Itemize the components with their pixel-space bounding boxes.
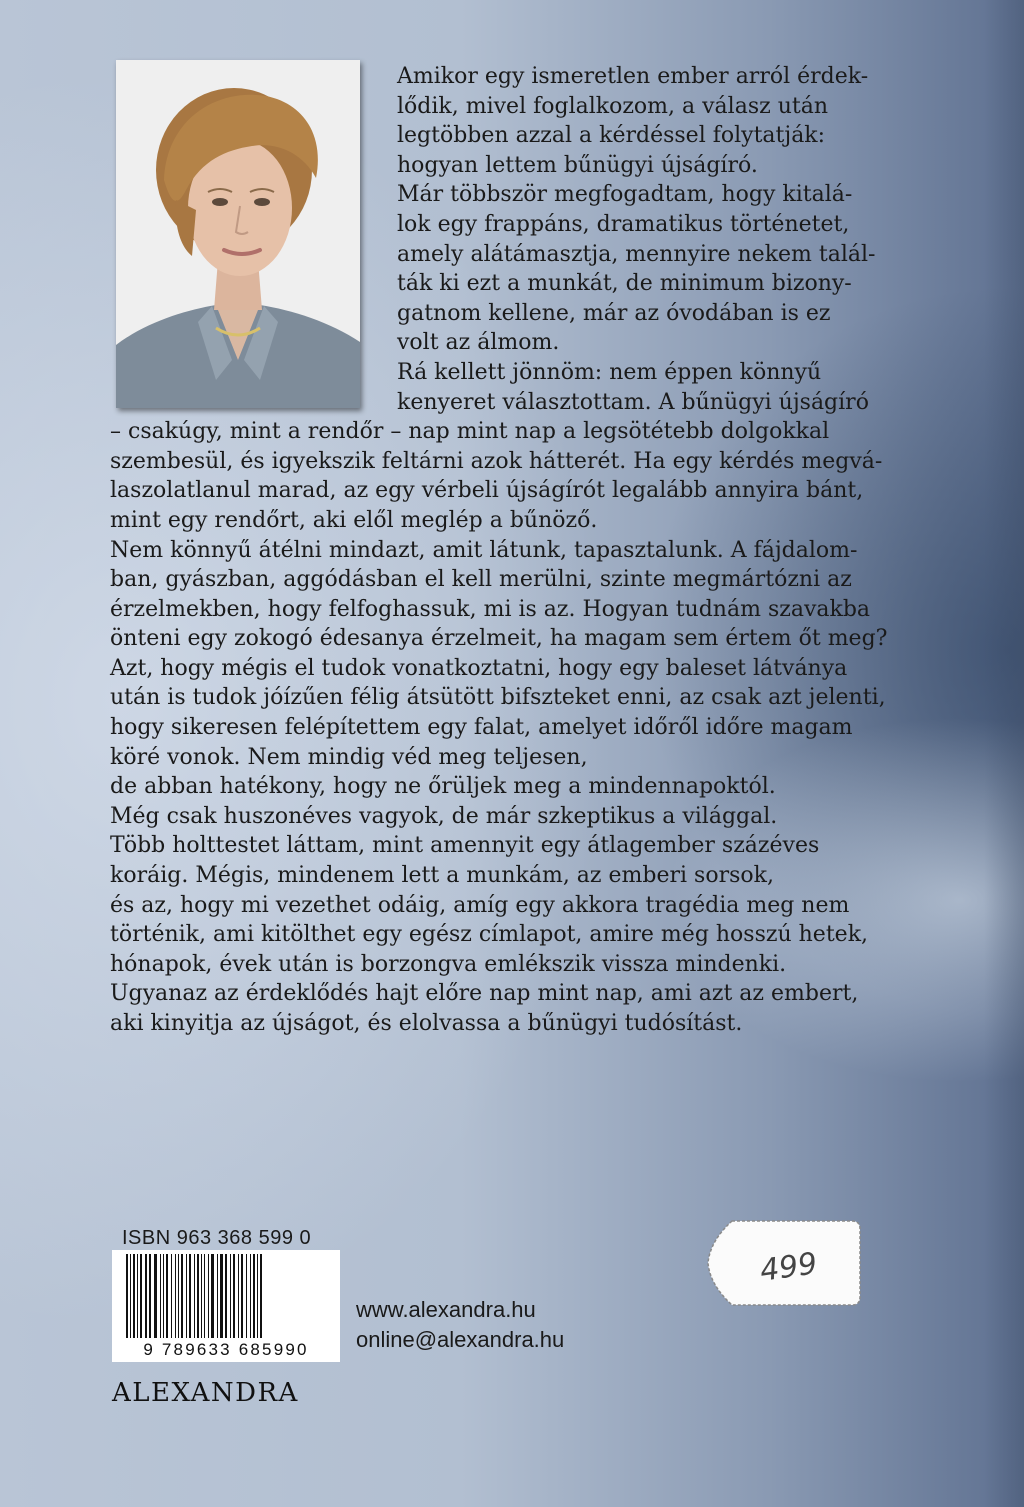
blurb-line: lok egy frappáns, dramatikus történetet,: [397, 211, 850, 237]
blurb-line: volt az álmom.: [397, 330, 560, 356]
barcode-bar: [140, 1254, 142, 1338]
barcode-bar: [217, 1254, 218, 1338]
blurb-line: Azt, hogy mégis el tudok vonatkoztatni, hogy egy baleset látványa: [110, 655, 848, 681]
blurb-line: laszolatlanul marad, az egy vérbeli újságírót legalább annyira bánt,: [110, 478, 864, 504]
cover-edge-shadow: [984, 0, 1024, 1507]
barcode-bar: [133, 1254, 135, 1338]
barcode-bar: [211, 1254, 214, 1338]
blurb-line: Amikor egy ismeretlen ember arról érdek-: [397, 64, 869, 89]
blurb-line: után is tudok jóízűen félig átsütött bifszteket enni, az csak azt jelenti,: [110, 685, 886, 711]
blurb-line: érzelmekben, hogy felfoghassuk, mi is az. Hogyan tudnám szavakba: [110, 596, 871, 622]
barcode-bar: [154, 1254, 157, 1338]
barcode-bar: [189, 1254, 191, 1338]
blurb-line: lődik, mivel foglalkozom, a válasz után: [397, 93, 828, 119]
barcode-bar: [175, 1254, 176, 1338]
blurb-line: szembesül, és igyekszik feltárni azok hátterét. Ha egy kérdés megvá-: [110, 448, 883, 474]
blurb-line: ban, gyászban, aggódásban el kell merülni, szinte megmártózni az: [110, 567, 852, 593]
blurb-line: aki kinyitja az újságot, és elolvassa a bűnügyi tudósítást.: [110, 1011, 743, 1036]
barcode-bar: [137, 1254, 138, 1338]
barcode-bar: [233, 1254, 235, 1338]
barcode-bar: [126, 1254, 128, 1338]
barcode-bar: [250, 1254, 251, 1338]
barcode-bar: [225, 1254, 227, 1338]
blurb-line: legtöbben azzal a kérdéssel folytatják:: [397, 123, 826, 149]
blurb-line: hónapok, évek után is borzongva emlékszik vissza mindenki.: [110, 951, 787, 977]
blurb-line: mint egy rendőrt, aki elől meglép a bűnöző.: [110, 507, 598, 533]
blurb-line: hogyan lettem bűnügyi újságíró.: [397, 152, 758, 178]
barcode-bar: [160, 1254, 161, 1338]
publisher-logo: ALEXANDRA: [112, 1378, 299, 1408]
barcode-bar: [241, 1254, 243, 1338]
barcode-bar: [181, 1254, 183, 1338]
barcode-bar: [130, 1254, 131, 1338]
email-link[interactable]: online@alexandra.hu: [356, 1327, 565, 1352]
barcode: [112, 1250, 340, 1362]
blurb-line: Rá kellett jönnöm: nem éppen könnyű: [397, 359, 822, 385]
blurb-line: Még csak huszonéves vagyok, de már szkeptikus a világgal.: [110, 803, 778, 829]
barcode-bar: [166, 1254, 168, 1338]
blurb-line: önteni egy zokogó édesanya érzelmeit, ha magam sem értem őt meg?: [110, 626, 888, 652]
barcode-bar: [201, 1254, 202, 1338]
isbn-label: ISBN 963 368 599 0: [122, 1227, 312, 1249]
blurb-line: és az, hogy mi vezethet odáig, amíg egy akkora tragédia meg nem: [110, 892, 850, 918]
barcode-bar: [194, 1254, 195, 1338]
blurb-line: köré vonok. Nem mindig véd meg teljesen,: [110, 744, 588, 770]
blurb-line: amely alátámasztja, mennyire nekem talál-: [397, 241, 876, 267]
barcode-bar: [246, 1254, 247, 1338]
blurb-line: Több holttestet láttam, mint amennyit egy átlagember százéves: [110, 833, 820, 859]
barcode-bar: [208, 1254, 209, 1338]
barcode-bar: [230, 1254, 231, 1338]
barcode-bar: [178, 1254, 179, 1338]
price-label: 499: [757, 1246, 820, 1289]
barcode-bar: [149, 1254, 151, 1338]
blurb-line: hogy sikeresen felépítettem egy falat, amelyet időről időre magam: [110, 715, 853, 741]
blurb-line: Ugyanaz az érdeklődés hajt előre nap mint nap, ami azt az embert,: [110, 981, 859, 1007]
barcode-bar: [220, 1254, 223, 1338]
barcode-digits: 9 789633 685990: [112, 1340, 340, 1360]
blurb-line: de abban hatékony, hogy ne őrüljek meg a mindennapoktól.: [110, 774, 776, 800]
blurb-line: koráig. Mégis, mindenem lett a munkám, az emberi sorsok,: [110, 863, 774, 889]
blurb-line: Már többször megfogadtam, hogy kitalá-: [397, 182, 853, 208]
website-link[interactable]: www.alexandra.hu: [356, 1297, 536, 1322]
barcode-bar: [253, 1254, 255, 1338]
blurb-line: Nem könnyű átélni mindazt, amit látunk, tapasztalunk. A fájdalom-: [110, 537, 858, 563]
barcode-bar: [260, 1254, 262, 1338]
blurb-line: ták ki ezt a munkát, de minimum bizony-: [397, 271, 852, 297]
barcode-bar: [257, 1254, 258, 1338]
blurb-text: [110, 62, 888, 1039]
blurb-line: – csakúgy, mint a rendőr – nap mint nap a legsötétebb dolgokkal: [110, 419, 830, 445]
blurb-line: gatnom kellene, már az óvodában is ez: [397, 300, 831, 326]
barcode-bar: [204, 1254, 205, 1338]
barcode-bar: [238, 1254, 239, 1338]
barcode-bar: [163, 1254, 164, 1338]
barcode-bar: [197, 1254, 199, 1338]
blurb-line: kenyeret választottam. A bűnügyi újságíró: [397, 389, 869, 415]
barcode-bar: [145, 1254, 147, 1338]
barcode-bar: [186, 1254, 187, 1338]
blurb-line: történik, ami kitölthet egy egész címlapot, amire még hosszú hetek,: [110, 922, 869, 948]
contact-info: [356, 1295, 564, 1355]
barcode-bar: [171, 1254, 172, 1338]
